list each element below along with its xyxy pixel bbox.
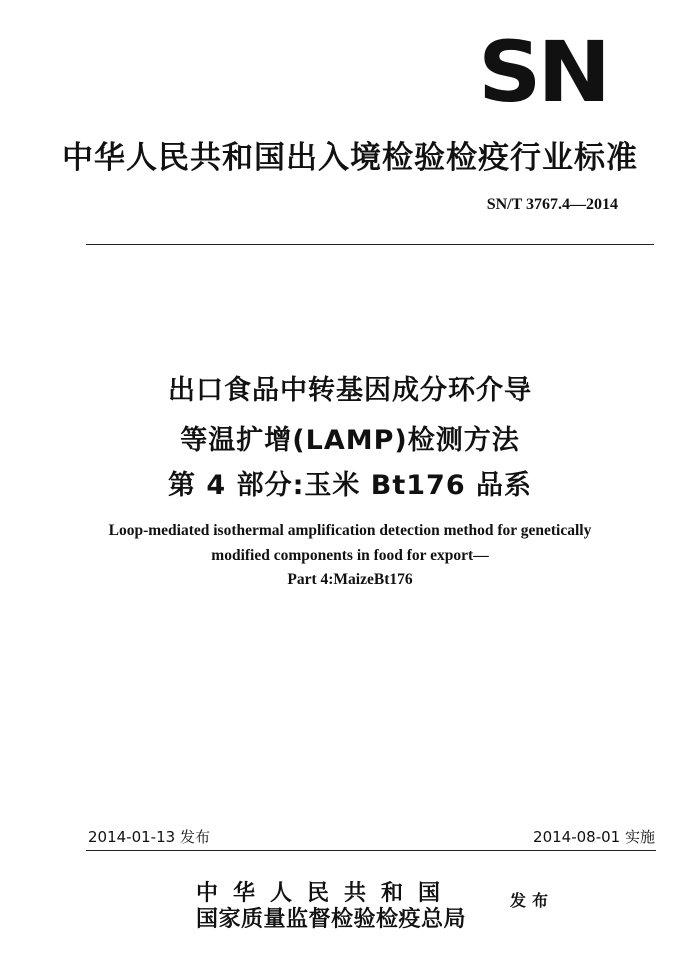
- issuer-line1: 中华人民共和国: [196, 880, 456, 905]
- title-en-line1: Loop-mediated isothermal amplification detection method for genetically: [108, 522, 592, 539]
- implementation-date: 2014-08-01 实施: [533, 828, 655, 846]
- top-divider: [86, 244, 654, 245]
- publish-label: 发布: [510, 891, 555, 910]
- title-en-line3: Part 4:MaizeBt176: [287, 571, 413, 588]
- issuer-line2: 国家质量监督检验检疫总局: [196, 906, 467, 931]
- title-en-line2: modified components in food for export—: [211, 547, 489, 564]
- issue-date: 2014-01-13 发布: [88, 828, 210, 846]
- title-zh-line3: 第 4 部分:玉米 Bt176 品系: [167, 470, 533, 501]
- sn-logo: SN: [478, 23, 607, 121]
- title-zh-line2: 等温扩增(LAMP)检测方法: [180, 425, 520, 456]
- org-title: 中华人民共和国出入境检验检疫行业标准: [62, 140, 638, 176]
- standard-number: SN/T 3767.4—2014: [486, 196, 618, 213]
- bottom-divider: [86, 850, 656, 851]
- title-zh-line1: 出口食品中转基因成分环介导: [168, 375, 532, 406]
